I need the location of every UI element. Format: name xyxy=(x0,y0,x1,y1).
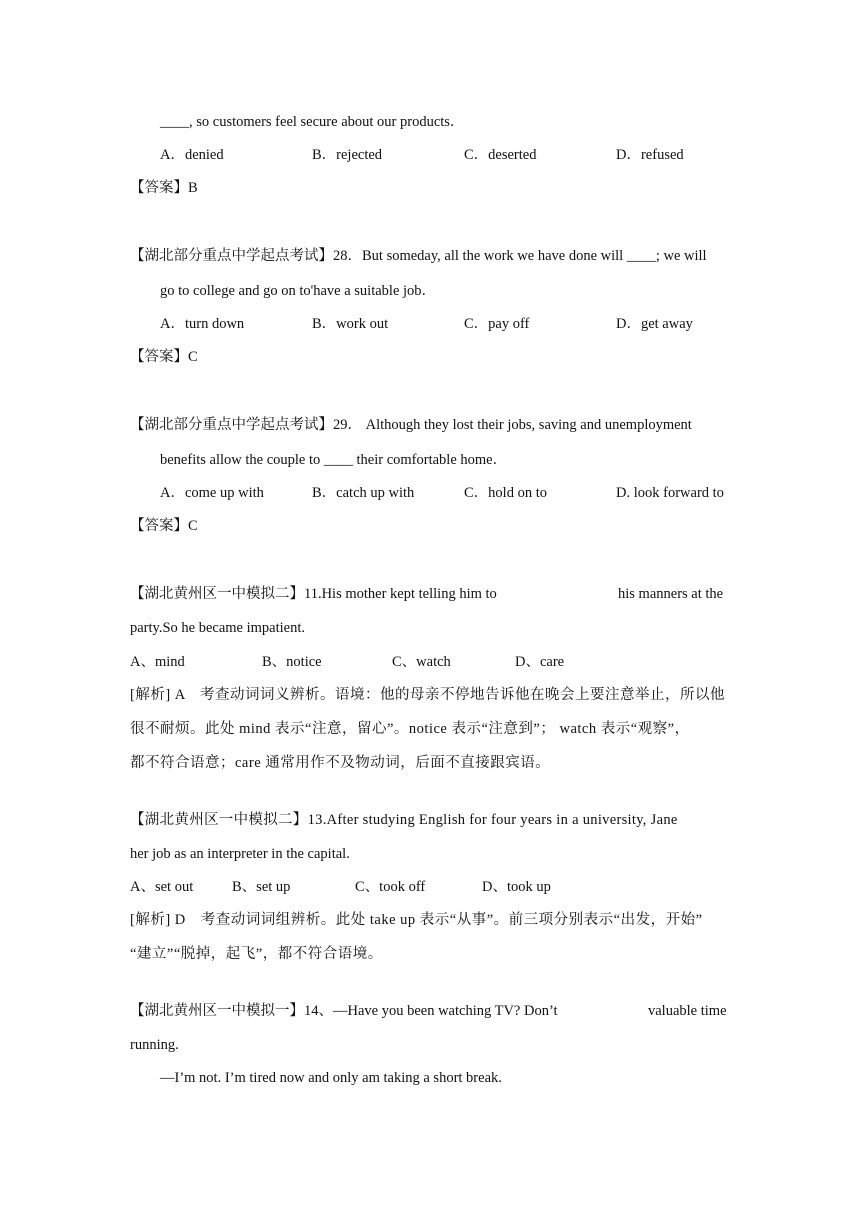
q13-stem-line1: 【湖北黄州区一中模拟二】13.After studying English for four years in a university, Jane xyxy=(130,812,678,828)
q28-option-a: A．turn down xyxy=(160,316,245,332)
q14-stem-line2: running. xyxy=(130,1037,179,1053)
q29-option-b: B．catch up with xyxy=(312,485,415,501)
q11-stem-right: his manners at the xyxy=(618,586,724,602)
q28-option-d: D．get away xyxy=(616,316,693,332)
q27-option-d: D．refused xyxy=(616,147,684,163)
q28-option-c: C．pay off xyxy=(464,316,530,332)
q13-stem-line2: her job as an interpreter in the capital. xyxy=(130,846,350,862)
q28-stem-line1: 【湖北部分重点中学起点考试】28．But someday, all the work we have done will ____; we will xyxy=(130,248,707,264)
q11-analysis-line3: 都不符合语意；care 通常用作不及物动词，后面不直接跟宾语。 xyxy=(130,755,551,771)
q29-stem-line1: 【湖北部分重点中学起点考试】29． Although they lost their jobs, saving and unemployment xyxy=(130,417,692,433)
q29-stem-line2: benefits allow the couple to ____ their comfortable home． xyxy=(160,452,508,468)
q28-stem-line2: go to college and go on to'have a suitable job． xyxy=(160,283,437,299)
q11-analysis-line1: [解析] A 考查动词词义辨析。语境：他的母亲不停地告诉他在晚会上要注意举止，所以他 xyxy=(130,687,725,703)
q11-analysis-line2: 很不耐烦。此处 mind 表示“注意，留心”。notice 表示“注意到”； watch 表示“观察”， xyxy=(130,721,690,737)
q13-analysis-line2: “建立”“脱掉，起飞”，都不符合语境。 xyxy=(130,946,383,962)
q29-answer: 【答案】C xyxy=(130,518,198,534)
q29-option-d: D. look forward to xyxy=(616,485,724,501)
q29-option-a: A．come up with xyxy=(160,485,264,501)
q13-analysis-line1: [解析] D 考查动词词组辨析。此处 take up 表示“从事”。前三项分别表示“出发，开始” xyxy=(130,912,703,928)
q11-option-d: D、care xyxy=(515,654,565,670)
q28-answer: 【答案】C xyxy=(130,349,198,365)
q11-stem-line2: party.So he became impatient. xyxy=(130,620,306,636)
q13-option-a: A、set out xyxy=(130,879,194,895)
q27-option-a: A．denied xyxy=(160,147,224,163)
q11-option-c: C、watch xyxy=(392,654,451,670)
q13-option-d: D、took up xyxy=(482,879,551,895)
q27-option-b: B．rejected xyxy=(312,147,383,163)
q11-stem-left: 【湖北黄州区一中模拟二】11.His mother kept telling him to xyxy=(130,586,497,602)
q11-option-b: B、notice xyxy=(262,654,322,670)
q14-stem-right: valuable time xyxy=(648,1003,727,1019)
q14-reply: —I’m not. I’m tired now and only am taking a short break. xyxy=(160,1070,502,1086)
q29-option-c: C．hold on to xyxy=(464,485,547,501)
q13-option-c: C、took off xyxy=(355,879,426,895)
q13-option-b: B、set up xyxy=(232,879,291,895)
q28-option-b: B．work out xyxy=(312,316,389,332)
q14-stem-left: 【湖北黄州区一中模拟一】14、—Have you been watching TV? Don’t xyxy=(130,1003,558,1019)
q27-answer: 【答案】B xyxy=(130,180,198,196)
q27-option-c: C．deserted xyxy=(464,147,537,163)
q11-option-a: A、mind xyxy=(130,654,185,670)
q27-stem-line2: ____, so customers feel secure about our products． xyxy=(160,114,465,130)
